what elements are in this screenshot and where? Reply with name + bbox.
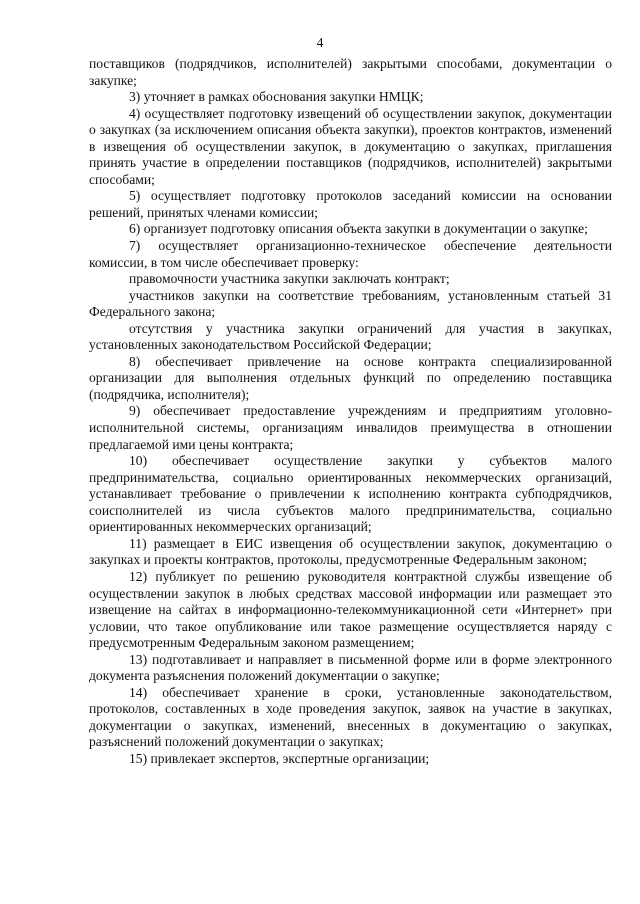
paragraph-item-14: 14) обеспечивает хранение в сроки, установленные законодательством, протоколов, составленных в ходе проведения закупок, заявок на участие в закупках, документации о закупках, изменений, внесенных в документацию о закупках, разъяснений положений документации о закупках; bbox=[89, 684, 612, 750]
paragraph-item-7-sub-1: правомочности участника закупки заключать контракт; bbox=[129, 271, 450, 287]
paragraph-item-6: 6) организует подготовку описания объекта закупки в документации о закупке; bbox=[129, 221, 588, 237]
paragraph-item-15: 15) привлекает экспертов, экспертные организации; bbox=[129, 750, 430, 766]
paragraph-continuation: поставщиков (подрядчиков, исполнителей) закрытыми способами, документации о закупке; bbox=[89, 56, 612, 88]
paragraph-item-11: 11) размещает в ЕИС извещения об осуществлении закупок, документацию о закупках и проекты контрактов, протоколы, предусмотренные Федеральным законом; bbox=[89, 535, 612, 568]
paragraph-item-7-sub-2: участников закупки на соответствие требованиям, установленным статьей 31 Федерального закона; bbox=[89, 287, 612, 320]
paragraph-item-9: 9) обеспечивает предоставление учреждениям и предприятиям уголовно-исполнительной системы, организациям инвалидов преимущества в отношении предлагаемой ими цены контракта; bbox=[89, 403, 612, 452]
paragraph-item-7: 7) осуществляет организационно-техническое обеспечение деятельности комиссии, в том числе обеспечивает проверку: bbox=[89, 238, 612, 270]
paragraph-item-10: 10) обеспечивает осуществление закупки у субъектов малого предпринимательства, социально ориентированных некоммерческих организаций, устанавливает требование о привлечении к исполнению контракта субподрядчиков, соисполнителей из числа субъектов малого предпринимательства, социально ориентированных некоммерческих организаций; bbox=[89, 453, 612, 535]
page-number: 4 bbox=[316, 35, 324, 50]
paragraph-item-4: 4) осуществляет подготовку извещений об осуществлении закупок, документации о закупках (за исключением описания объекта закупки), проектов контрактов, изменений в извещения об осуществлении закупок, в документацию о закупках, приглашения принять участие в определении поставщиков (подрядчиков, исполнителей) закрытыми способами; bbox=[89, 105, 612, 187]
paragraph-item-5: 5) осуществляет подготовку протоколов заседаний комиссии на основании решений, принятых членами комиссии; bbox=[89, 188, 612, 220]
document-body bbox=[89, 56, 612, 768]
paragraph-item-3: 3) уточняет в рамках обоснования закупки НМЦК; bbox=[129, 89, 424, 105]
paragraph-item-7-sub-3: отсутствия у участника закупки ограничений для участия в закупках, установленных законодательством Российской Федерации; bbox=[89, 320, 612, 353]
paragraph-item-13: 13) подготавливает и направляет в письменной форме или в форме электронного документа разъяснения положений документации о закупке; bbox=[89, 651, 612, 684]
paragraph-item-12: 12) публикует по решению руководителя контрактной службы извещение об осуществлении закупок в любых средствах массовой информации или размещает это извещение на сайтах в информационно-телекоммуникационной сети «Интернет» при условии, что такое опубликование или такое размещение осуществляется наряду с предусмотренным Федеральным законом размещением; bbox=[89, 568, 612, 651]
paragraph-item-8: 8) обеспечивает привлечение на основе контракта специализированной организации для выполнения отдельных функций по определению поставщика (подрядчика, исполнителя); bbox=[89, 353, 612, 402]
